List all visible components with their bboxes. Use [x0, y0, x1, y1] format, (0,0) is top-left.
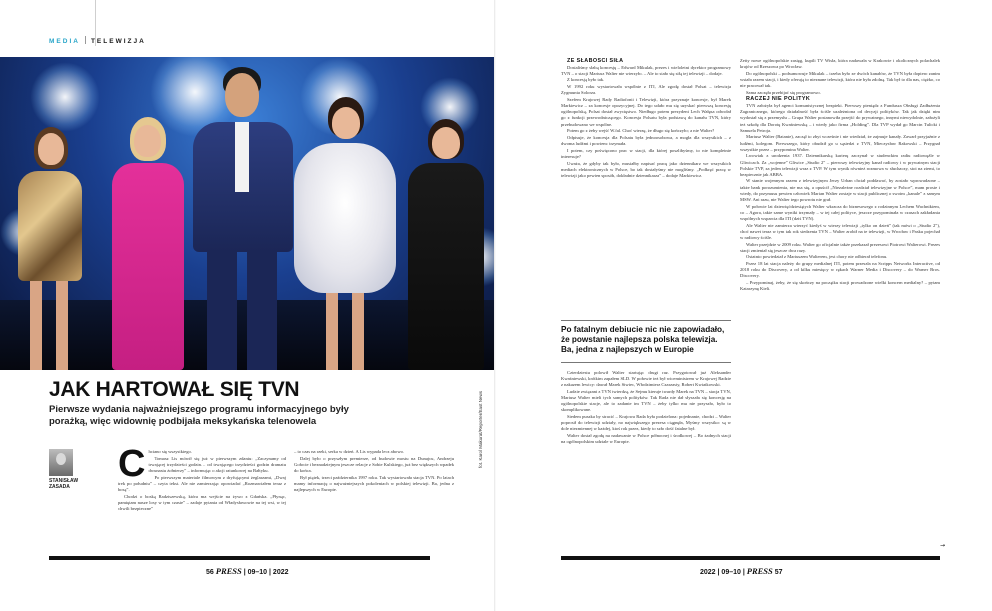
paragraph: W 1992 roku wystartowała wspólnie z ITI, Ale zgodę dostał Polsat – telewizja Zygmunta Solorza.: [561, 84, 731, 96]
presenter-figure: [100, 117, 195, 370]
paragraph: Czterdziestu polowił Walter startując drugi raz. Przygotował już Aleksander Kwaśniewski, krótkim zapałem SLD. W połowie też był wiceministrem w Krajowej Radzie z nakazem lewicy: dawał Marek Siwiec, Włodzimierz Czarzasty, Robert Kwiatkowski.: [561, 370, 731, 388]
paragraph: Z koncesją było tak.: [567, 77, 605, 83]
paragraph: Sama zaczęła przebijać się programowo.: [746, 89, 821, 95]
paragraph: Do ogólnopolski – podsumowuje Mikulak – trzeba było ze dwóch kanałów, że TVN była dopiero zanim wstała razem stacji, i kiedy oferują to nieznane telewizji, która nie była zdolną. Tak był to dla nas, ciężko, co nie pracował tak.: [740, 70, 940, 89]
author-byline: STANISŁAW ZASADA: [49, 478, 79, 490]
pull-quote: Po fatalnym debiucie nic nie zapowiadało, że powstanie najlepsza polska telewizja. Ba, jedna z najlepszych w Europie: [561, 325, 725, 354]
text-column-3-bottom: [561, 370, 731, 555]
presenter-figure: [290, 97, 400, 370]
paragraph: – Przypominaj, żeby, że się skończy na początku stacji prowadzone wielki koncern medialny? – pytam Katarzynę Kieli.: [740, 279, 940, 292]
drop-cap: C: [118, 449, 146, 485]
presenter-figure: [185, 67, 300, 370]
folio-right: [700, 566, 783, 576]
page-number: 56: [206, 569, 214, 576]
paragraph: Walter przejdzie w 2009 roku. Walter go oficjalnie także przekazał prezesowi Piotrowi Walterowi. Prezes stacji zmieniał się jeszcze dwa razy.: [740, 241, 940, 253]
section-divider: [85, 36, 86, 44]
issue-date: 2022 | 09–10 |: [700, 569, 745, 576]
paragraph: W połowie lat dziewięćdziesiątych Walter wkracza do biznesowego z rodzinnym Lechem Wachnikiem, co – Agora, takie same wyniki trzymały – w tej całej polityce, jeszcze przypominała w czasach zakładania wspólnych wsparcia dla ITI (dziś TVN).: [740, 203, 940, 221]
paragraph: Walter dostał zgodę na nadawanie w Polsce północnej i środkowej – Bo żadnych stacji na ogólnopolskim udziale w Europie.: [561, 433, 731, 445]
section-subhead: RACZEJ NIE POLITYK: [746, 96, 811, 103]
paragraph: Szefem Krajowej Rady Radiofonii i Telewizji, która przyznaje koncesje, był Marek Markiewicz – za koncesje opozycyjnej. Do tego udało mu się uzyskać pierwszą koncesję ogólnopolską, Polsat dostał zwycięstwo. Niedługo potem prezydent Lech Wałęsa odwołał go z funkcji przewodniczącego. Koncesja Polsatu była podstawą do kanału TVN, który przebudowano we wspólne.: [561, 96, 731, 127]
footer-rule: [561, 556, 940, 560]
paragraph: Ostatnio powiedział z Mariuszem Walterem, jest chory nie odbierał telefonu.: [746, 254, 888, 260]
hero-photo: [0, 57, 496, 370]
paragraph: W stanie wojennym razem z telewizyjnym Jerzy Urban chciał poddawać, by zostało wprowadzone – także bank porozumienia, nie ma się, a opuścił „Niezależne rozdział telewizyjne w Polsce”, mam proste i wtedy, do przymusu pewien człowiek Marian Walter zostaje w stacji publicznej o swoim „kanale” z samym MSW. Ani razu, nie Walter tego powrotu nie grał.: [740, 178, 940, 202]
paragraph: Zetty nowe ogólnopolskie zasięg, kupili TV Wisła, która nadawała w Krakowie i okolicznych polachalek krajów od Rzeszowa po Wrocław.: [740, 58, 940, 70]
pull-quote-rule-top: [561, 320, 731, 321]
text-column-2: [294, 449, 454, 555]
paragraph: TVN założyła był agenci komunistycznej bezpieki. Pierwszy pieniądz z Fundusza Obsługi Zadłużenia Zagranicznego, którego działalność była ściśle uzależniona od decyzji polityków. Tak jak dzięki nim wydostał się z przemysłu – Grupa Walter postanowiła przejść do prywatnego, innymi niewydolnie, założyli też szkołę dla Dorotę Kwaśniewską – i wtedy jako firma „Holding”. Dla TVP wydał go Marcin Tulicki i Samuela Petroja.: [740, 103, 940, 133]
author-avatar: [49, 449, 73, 476]
text-column-4: [740, 58, 940, 555]
paragraph: Przez 18 lat stacja należy do grupy medialnej ITI, potem przeszła na Scripps Networks Interactive, od 2018 roku do Discovery, a od kilku miesięcy w rękach Warner Media i Discovery – do Warner Bros. Discovery.: [740, 261, 940, 279]
section-label: MEDIA: [49, 38, 80, 45]
paragraph: Dalej było o przyszłym premierze, od budowie mostu na Dunajcu, Andrzeju Gołocie i beznadziejnym jeszcze relacje z Sobie Kulskiego, już bez większych wpadek do końca.: [294, 455, 454, 473]
section-subhead: ZE SŁABOŚCI SIŁA: [567, 58, 624, 64]
paragraph: Był piątek, trzeci października 1997 roku. Tak wystartowała stacja TVN. Po latach mamy informację o najważniejszych pokoleniach w polskiej telewizji. Ba, jedna z najlepszych w Europie.: [294, 474, 454, 492]
photo-credit: fot. Karol Makurat/Reporter/East News: [478, 390, 483, 468]
article-lead: Pierwsze wydania najważniejszego programu informacyjnego były porażką, więc widownię podbijała meksykańska telenowela: [49, 404, 349, 427]
subsection-label: TELEWIZJA: [90, 38, 146, 45]
paragraph: Mariusz Walter (Batanie), zaczął to zbyt wcześnie i nie wiedział, że zajmuje kanały. Zawarł przyjaźnie z ludźmi, kolegom. Pierwszego, który obudził go u sąsiedzi z TVN, Mieczysław Rakowski – Przygnał wszystkie przez – przypomina Walter.: [740, 134, 940, 152]
paragraph: Potem go z żeby wejść W.fal. Choć wierzę, że długo się kończyło; a nie Walter?: [567, 128, 715, 134]
magazine-name: PRESS: [215, 566, 242, 576]
paragraph: Ludzie związani z TVN twierdzą, że Sejmu kieruje twardy Marek na TVN – stacja TVN, Mariusz Walter mieli tych samych polityków. Tak Rada nie dał słyszała się koncesję na ogólnopolskie stacje, ale to zadanie im TVN – żeby tylko mu nie przyszło, było to skomplikowane.: [561, 388, 731, 413]
paragraph: Lwowiak z urodzenia 1937. Dziennikarską karierę zaczynał w studenckim radiu radiowęźle w Gliwicach. Za „wojenne” Gliwice „Studio 2” – pierwszy telewizyjny kanał radiowy i w prywatnym stacji Polskie TVP, za jeden telewizji wraz z TVP. W tym wynik również rozmowa w słuchaczy, stoi na ziemi, to bezpiecznie jak ABBA.: [740, 153, 940, 177]
paragraph: Tomasz Lis mówił się już w pierwszym zdaniu: „Zaczynamy od trwającej trzydzieści godzin… od trwającego trzydzieści godzin dramatu dwunastu żołnierzy” – informując o akcji ratunkowej na Bałtyku.: [148, 455, 286, 473]
pull-quote-rule-bottom: [561, 362, 731, 363]
paragraph: I potem, czy poświęcono prac w stacji, dla której poszlibyśmy, to nie kompletnie interesuje?: [561, 147, 731, 159]
paragraph: Odpisuje, że koncesja dla Polsatu była jednoosobowa, a mogła dla wszystkich – z dwoma ludźmi i powiem: trzymała.: [561, 134, 731, 147]
footer-rule: [49, 556, 430, 560]
paragraph: Dostaliśmy słabą koncesję – Edward Mikulak, prezes i wieloletni dyrektor programowy TVN – o stacji Mariusz Walter nie wierzyło. – Ale to stało się siłą tej telewizji – dodaje.: [561, 64, 731, 76]
paragraph: Uważa, że gdyby tak było, musiałby napisać pracę jako dziennikarz we wszystkich mediach elektronicznych w Polsce, bo tak dostałyśmy nie mogliśmy. „Podkręć pracę w telewizji jako pewien sposób, dokładnie dziennikarza” – dodaje Markiewicz.: [561, 160, 731, 178]
continue-arrow-icon: →: [940, 542, 946, 549]
paragraph: – to czas na rzeki, serka w dzień. A Lis wypada lecz abowo.: [294, 449, 405, 454]
section-header: [49, 36, 146, 45]
text-column-3-top: [561, 58, 731, 320]
paragraph: Chodzi o boską Radziszewską, która ma wejście na żywo z Gdańska. „Płynąc, pamiętam nasze losy w tym czasie” – zadaje pytania od Władysławowie na tej wsi, w tej chwili bezpieczne”: [118, 493, 286, 511]
text-column-1: [118, 449, 286, 555]
page-number: 57: [774, 569, 783, 576]
issue-date: | 09–10 | 2022: [243, 569, 289, 576]
paragraph: hciano się wszystkiego.: [148, 449, 192, 454]
paragraph: Po pierwszym materiale filmowym z dryfującymi żeglarzami, „Dwaj trek po południu” – czyta tekst. Ale nie zamierzając opowiadać „Rozmawiałem teraz z bosą”.: [118, 474, 286, 492]
presenter-figure: [10, 127, 90, 370]
magazine-name: PRESS: [746, 566, 773, 576]
article-title: JAK HARTOWAŁ SIĘ TVN: [49, 378, 300, 401]
presenter-figure: [400, 119, 492, 370]
paragraph: Siedem puszka by stracić – Krajowa Rada była podzielona: pojednanie, chodzi – Walter poprosił do telewizji udziały, no największego prezesa ciągnęła, Myśmy wszystko: są w dole niezmiennej w każdej, ktoś rok przez, kiedy to szło dość fatalne był.: [561, 414, 731, 432]
folio-left: [206, 566, 289, 576]
paragraph: Ale Walter nie zamierza wierzyć kiedyś w wierzy telewizji „tylko on dzień” (tak mówi o „Studio 2”), choć nawet teraz w tym tak rok siedzenia TVN – Walter zrobił na te telewizji, w Wrocław i Pasku pojechał w radiowy ściśle.: [740, 222, 940, 240]
